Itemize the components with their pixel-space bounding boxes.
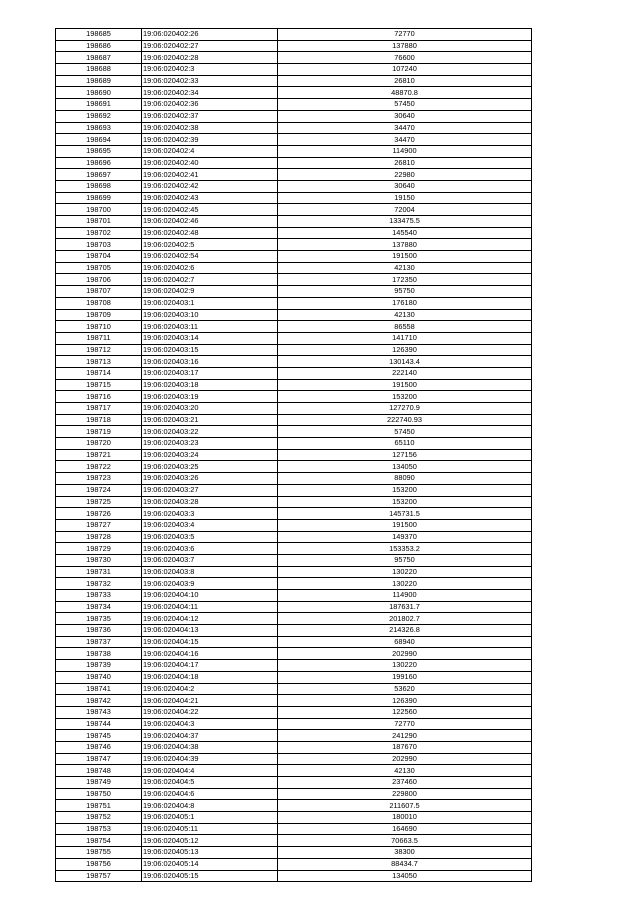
value-cell: 187670 (278, 741, 532, 753)
value-cell: 145540 (278, 227, 532, 239)
value-cell: 214326.8 (278, 625, 532, 637)
value-cell: 145731.5 (278, 508, 532, 520)
cadastral-number-cell: 19:06:020402:37 (142, 110, 278, 122)
table-row (56, 426, 532, 438)
value-cell: 42130 (278, 309, 532, 321)
value-cell: 191500 (278, 379, 532, 391)
record-id-cell: 198730 (56, 554, 142, 566)
cadastral-number-cell: 19:06:020403:27 (142, 484, 278, 496)
records-table-body (56, 29, 532, 882)
value-cell: 68940 (278, 636, 532, 648)
record-id-cell: 198696 (56, 157, 142, 169)
table-row (56, 262, 532, 274)
record-id-cell: 198726 (56, 508, 142, 520)
cadastral-number-cell: 19:06:020403:9 (142, 578, 278, 590)
cadastral-number-cell: 19:06:020404:12 (142, 613, 278, 625)
value-cell: 130143.4 (278, 356, 532, 368)
table-row (56, 648, 532, 660)
table-row (56, 508, 532, 520)
table-row (56, 40, 532, 52)
table-row (56, 391, 532, 403)
value-cell: 26810 (278, 75, 532, 87)
table-row (56, 683, 532, 695)
value-cell: 222740.93 (278, 414, 532, 426)
value-cell: 42130 (278, 765, 532, 777)
table-row (56, 356, 532, 368)
table-row (56, 706, 532, 718)
cadastral-number-cell: 19:06:020405:12 (142, 835, 278, 847)
record-id-cell: 198691 (56, 99, 142, 111)
record-id-cell: 198694 (56, 134, 142, 146)
record-id-cell: 198748 (56, 765, 142, 777)
cadastral-number-cell: 19:06:020402:28 (142, 52, 278, 64)
cadastral-number-cell: 19:06:020405:1 (142, 812, 278, 824)
record-id-cell: 198687 (56, 52, 142, 64)
cadastral-number-cell: 19:06:020404:22 (142, 706, 278, 718)
value-cell: 202990 (278, 753, 532, 765)
cadastral-number-cell: 19:06:020402:6 (142, 262, 278, 274)
table-row (56, 484, 532, 496)
cadastral-number-cell: 19:06:020402:7 (142, 274, 278, 286)
record-id-cell: 198728 (56, 531, 142, 543)
cadastral-number-cell: 19:06:020402:34 (142, 87, 278, 99)
table-row (56, 52, 532, 64)
cadastral-number-cell: 19:06:020402:3 (142, 64, 278, 76)
value-cell: 30640 (278, 180, 532, 192)
cadastral-number-cell: 19:06:020403:7 (142, 554, 278, 566)
table-row (56, 75, 532, 87)
cadastral-number-cell: 19:06:020402:9 (142, 286, 278, 298)
table-row (56, 590, 532, 602)
cadastral-number-cell: 19:06:020405:14 (142, 858, 278, 870)
cadastral-number-cell: 19:06:020403:3 (142, 508, 278, 520)
record-id-cell: 198692 (56, 110, 142, 122)
value-cell: 130220 (278, 660, 532, 672)
cadastral-number-cell: 19:06:020402:46 (142, 216, 278, 228)
table-row (56, 777, 532, 789)
value-cell: 172350 (278, 274, 532, 286)
value-cell: 202990 (278, 648, 532, 660)
record-id-cell: 198701 (56, 216, 142, 228)
cadastral-number-cell: 19:06:020403:24 (142, 449, 278, 461)
cadastral-number-cell: 19:06:020404:15 (142, 636, 278, 648)
value-cell: 72770 (278, 29, 532, 41)
table-row (56, 625, 532, 637)
table-row (56, 753, 532, 765)
value-cell: 114900 (278, 145, 532, 157)
value-cell: 153200 (278, 484, 532, 496)
record-id-cell: 198699 (56, 192, 142, 204)
record-id-cell: 198755 (56, 847, 142, 859)
table-row (56, 414, 532, 426)
table-row (56, 835, 532, 847)
value-cell: 241290 (278, 730, 532, 742)
cadastral-number-cell: 19:06:020405:11 (142, 823, 278, 835)
record-id-cell: 198712 (56, 344, 142, 356)
value-cell: 153353.2 (278, 543, 532, 555)
value-cell: 107240 (278, 64, 532, 76)
record-id-cell: 198744 (56, 718, 142, 730)
record-id-cell: 198742 (56, 695, 142, 707)
table-row (56, 403, 532, 415)
record-id-cell: 198756 (56, 858, 142, 870)
record-id-cell: 198705 (56, 262, 142, 274)
record-id-cell: 198733 (56, 590, 142, 602)
table-row (56, 379, 532, 391)
cadastral-number-cell: 19:06:020404:4 (142, 765, 278, 777)
cadastral-number-cell: 19:06:020403:17 (142, 367, 278, 379)
cadastral-number-cell: 19:06:020402:4 (142, 145, 278, 157)
table-row (56, 473, 532, 485)
cadastral-number-cell: 19:06:020403:11 (142, 321, 278, 333)
cadastral-number-cell: 19:06:020404:16 (142, 648, 278, 660)
cadastral-number-cell: 19:06:020403:14 (142, 332, 278, 344)
table-row (56, 157, 532, 169)
cadastral-number-cell: 19:06:020402:5 (142, 239, 278, 251)
record-id-cell: 198686 (56, 40, 142, 52)
table-row (56, 531, 532, 543)
cadastral-number-cell: 19:06:020403:23 (142, 438, 278, 450)
value-cell: 130220 (278, 566, 532, 578)
cadastral-number-cell: 19:06:020403:18 (142, 379, 278, 391)
record-id-cell: 198698 (56, 180, 142, 192)
record-id-cell: 198752 (56, 812, 142, 824)
value-cell: 201802.7 (278, 613, 532, 625)
record-id-cell: 198720 (56, 438, 142, 450)
table-row (56, 169, 532, 181)
value-cell: 86558 (278, 321, 532, 333)
value-cell: 149370 (278, 531, 532, 543)
data-sheet (55, 28, 531, 882)
table-row (56, 449, 532, 461)
value-cell: 19150 (278, 192, 532, 204)
record-id-cell: 198757 (56, 870, 142, 882)
record-id-cell: 198739 (56, 660, 142, 672)
table-row (56, 64, 532, 76)
value-cell: 34470 (278, 122, 532, 134)
record-id-cell: 198729 (56, 543, 142, 555)
record-id-cell: 198732 (56, 578, 142, 590)
cadastral-number-cell: 19:06:020402:42 (142, 180, 278, 192)
cadastral-number-cell: 19:06:020403:16 (142, 356, 278, 368)
value-cell: 26810 (278, 157, 532, 169)
cadastral-number-cell: 19:06:020403:6 (142, 543, 278, 555)
record-id-cell: 198719 (56, 426, 142, 438)
record-id-cell: 198693 (56, 122, 142, 134)
value-cell: 48870.8 (278, 87, 532, 99)
value-cell: 122560 (278, 706, 532, 718)
value-cell: 126390 (278, 344, 532, 356)
cadastral-number-cell: 19:06:020402:48 (142, 227, 278, 239)
table-row (56, 309, 532, 321)
table-row (56, 99, 532, 111)
record-id-cell: 198740 (56, 671, 142, 683)
cadastral-number-cell: 19:06:020403:15 (142, 344, 278, 356)
table-row (56, 239, 532, 251)
record-id-cell: 198724 (56, 484, 142, 496)
cadastral-number-cell: 19:06:020403:28 (142, 496, 278, 508)
cadastral-number-cell: 19:06:020404:38 (142, 741, 278, 753)
value-cell: 22980 (278, 169, 532, 181)
value-cell: 72770 (278, 718, 532, 730)
cadastral-number-cell: 19:06:020404:5 (142, 777, 278, 789)
value-cell: 180010 (278, 812, 532, 824)
table-row (56, 204, 532, 216)
cadastral-number-cell: 19:06:020402:33 (142, 75, 278, 87)
record-id-cell: 198721 (56, 449, 142, 461)
record-id-cell: 198704 (56, 251, 142, 263)
record-id-cell: 198711 (56, 332, 142, 344)
record-id-cell: 198710 (56, 321, 142, 333)
table-row (56, 636, 532, 648)
value-cell: 114900 (278, 590, 532, 602)
table-row (56, 870, 532, 882)
value-cell: 38300 (278, 847, 532, 859)
record-id-cell: 198735 (56, 613, 142, 625)
table-row (56, 286, 532, 298)
value-cell: 133475.5 (278, 216, 532, 228)
table-row (56, 741, 532, 753)
cadastral-number-cell: 19:06:020403:19 (142, 391, 278, 403)
table-row (56, 519, 532, 531)
table-row (56, 321, 532, 333)
record-id-cell: 198715 (56, 379, 142, 391)
record-id-cell: 198690 (56, 87, 142, 99)
cadastral-number-cell: 19:06:020403:22 (142, 426, 278, 438)
cadastral-number-cell: 19:06:020402:45 (142, 204, 278, 216)
record-id-cell: 198738 (56, 648, 142, 660)
cadastral-number-cell: 19:06:020402:26 (142, 29, 278, 41)
cadastral-number-cell: 19:06:020403:8 (142, 566, 278, 578)
cadastral-number-cell: 19:06:020403:5 (142, 531, 278, 543)
record-id-cell: 198751 (56, 800, 142, 812)
table-row (56, 730, 532, 742)
table-row (56, 332, 532, 344)
table-row (56, 858, 532, 870)
value-cell: 88434.7 (278, 858, 532, 870)
value-cell: 237460 (278, 777, 532, 789)
value-cell: 134050 (278, 870, 532, 882)
value-cell: 137880 (278, 40, 532, 52)
cadastral-number-cell: 19:06:020404:21 (142, 695, 278, 707)
table-row (56, 671, 532, 683)
table-row (56, 274, 532, 286)
record-id-cell: 198723 (56, 473, 142, 485)
table-row (56, 601, 532, 613)
value-cell: 199160 (278, 671, 532, 683)
value-cell: 191500 (278, 251, 532, 263)
cadastral-number-cell: 19:06:020403:20 (142, 403, 278, 415)
record-id-cell: 198736 (56, 625, 142, 637)
cadastral-number-cell: 19:06:020404:39 (142, 753, 278, 765)
value-cell: 126390 (278, 695, 532, 707)
table-row (56, 344, 532, 356)
value-cell: 95750 (278, 286, 532, 298)
record-id-cell: 198709 (56, 309, 142, 321)
cadastral-number-cell: 19:06:020402:38 (142, 122, 278, 134)
record-id-cell: 198754 (56, 835, 142, 847)
record-id-cell: 198731 (56, 566, 142, 578)
cadastral-number-cell: 19:06:020404:2 (142, 683, 278, 695)
value-cell: 72004 (278, 204, 532, 216)
table-row (56, 765, 532, 777)
table-row (56, 823, 532, 835)
table-row (56, 216, 532, 228)
cadastral-number-cell: 19:06:020404:18 (142, 671, 278, 683)
record-id-cell: 198718 (56, 414, 142, 426)
cadastral-number-cell: 19:06:020403:21 (142, 414, 278, 426)
table-row (56, 110, 532, 122)
table-row (56, 613, 532, 625)
record-id-cell: 198708 (56, 297, 142, 309)
value-cell: 76600 (278, 52, 532, 64)
cadastral-number-cell: 19:06:020403:4 (142, 519, 278, 531)
cadastral-number-cell: 19:06:020402:54 (142, 251, 278, 263)
record-id-cell: 198707 (56, 286, 142, 298)
cadastral-number-cell: 19:06:020404:6 (142, 788, 278, 800)
table-row (56, 461, 532, 473)
cadastral-number-cell: 19:06:020404:17 (142, 660, 278, 672)
cadastral-number-cell: 19:06:020405:13 (142, 847, 278, 859)
value-cell: 70663.5 (278, 835, 532, 847)
value-cell: 30640 (278, 110, 532, 122)
value-cell: 222140 (278, 367, 532, 379)
table-row (56, 134, 532, 146)
record-id-cell: 198689 (56, 75, 142, 87)
table-row (56, 578, 532, 590)
cadastral-number-cell: 19:06:020404:11 (142, 601, 278, 613)
cadastral-number-cell: 19:06:020404:8 (142, 800, 278, 812)
record-id-cell: 198737 (56, 636, 142, 648)
cadastral-number-cell: 19:06:020403:25 (142, 461, 278, 473)
cadastral-number-cell: 19:06:020404:10 (142, 590, 278, 602)
table-row (56, 543, 532, 555)
record-id-cell: 198741 (56, 683, 142, 695)
table-row (56, 812, 532, 824)
record-id-cell: 198714 (56, 367, 142, 379)
record-id-cell: 198750 (56, 788, 142, 800)
table-row (56, 718, 532, 730)
table-row (56, 180, 532, 192)
table-row (56, 496, 532, 508)
cadastral-number-cell: 19:06:020404:37 (142, 730, 278, 742)
record-id-cell: 198716 (56, 391, 142, 403)
record-id-cell: 198749 (56, 777, 142, 789)
value-cell: 134050 (278, 461, 532, 473)
record-id-cell: 198743 (56, 706, 142, 718)
value-cell: 88090 (278, 473, 532, 485)
value-cell: 164690 (278, 823, 532, 835)
value-cell: 141710 (278, 332, 532, 344)
value-cell: 127156 (278, 449, 532, 461)
cadastral-number-cell: 19:06:020402:40 (142, 157, 278, 169)
record-id-cell: 198697 (56, 169, 142, 181)
table-row (56, 554, 532, 566)
cadastral-number-cell: 19:06:020402:36 (142, 99, 278, 111)
record-id-cell: 198695 (56, 145, 142, 157)
record-id-cell: 198727 (56, 519, 142, 531)
cadastral-number-cell: 19:06:020402:43 (142, 192, 278, 204)
table-row (56, 660, 532, 672)
cadastral-number-cell: 19:06:020402:27 (142, 40, 278, 52)
cadastral-number-cell: 19:06:020402:39 (142, 134, 278, 146)
record-id-cell: 198734 (56, 601, 142, 613)
table-row (56, 788, 532, 800)
record-id-cell: 198753 (56, 823, 142, 835)
table-row (56, 192, 532, 204)
value-cell: 191500 (278, 519, 532, 531)
value-cell: 42130 (278, 262, 532, 274)
table-row (56, 251, 532, 263)
table-row (56, 566, 532, 578)
table-row (56, 438, 532, 450)
value-cell: 153200 (278, 496, 532, 508)
value-cell: 95750 (278, 554, 532, 566)
record-id-cell: 198717 (56, 403, 142, 415)
record-id-cell: 198725 (56, 496, 142, 508)
records-table (55, 28, 532, 882)
value-cell: 153200 (278, 391, 532, 403)
value-cell: 176180 (278, 297, 532, 309)
value-cell: 229800 (278, 788, 532, 800)
value-cell: 53620 (278, 683, 532, 695)
record-id-cell: 198688 (56, 64, 142, 76)
table-row (56, 847, 532, 859)
table-row (56, 367, 532, 379)
cadastral-number-cell: 19:06:020403:26 (142, 473, 278, 485)
record-id-cell: 198747 (56, 753, 142, 765)
record-id-cell: 198706 (56, 274, 142, 286)
record-id-cell: 198685 (56, 29, 142, 41)
record-id-cell: 198746 (56, 741, 142, 753)
value-cell: 57450 (278, 426, 532, 438)
record-id-cell: 198722 (56, 461, 142, 473)
value-cell: 65110 (278, 438, 532, 450)
value-cell: 137880 (278, 239, 532, 251)
table-row (56, 297, 532, 309)
cadastral-number-cell: 19:06:020405:15 (142, 870, 278, 882)
record-id-cell: 198703 (56, 239, 142, 251)
cadastral-number-cell: 19:06:020404:3 (142, 718, 278, 730)
value-cell: 130220 (278, 578, 532, 590)
table-row (56, 87, 532, 99)
cadastral-number-cell: 19:06:020403:1 (142, 297, 278, 309)
value-cell: 211607.5 (278, 800, 532, 812)
cadastral-number-cell: 19:06:020404:13 (142, 625, 278, 637)
value-cell: 57450 (278, 99, 532, 111)
cadastral-number-cell: 19:06:020403:10 (142, 309, 278, 321)
cadastral-number-cell: 19:06:020402:41 (142, 169, 278, 181)
value-cell: 187631.7 (278, 601, 532, 613)
value-cell: 34470 (278, 134, 532, 146)
value-cell: 127270.9 (278, 403, 532, 415)
record-id-cell: 198700 (56, 204, 142, 216)
record-id-cell: 198745 (56, 730, 142, 742)
record-id-cell: 198702 (56, 227, 142, 239)
table-row (56, 695, 532, 707)
table-row (56, 122, 532, 134)
table-row (56, 29, 532, 41)
table-row (56, 800, 532, 812)
record-id-cell: 198713 (56, 356, 142, 368)
table-row (56, 227, 532, 239)
table-row (56, 145, 532, 157)
